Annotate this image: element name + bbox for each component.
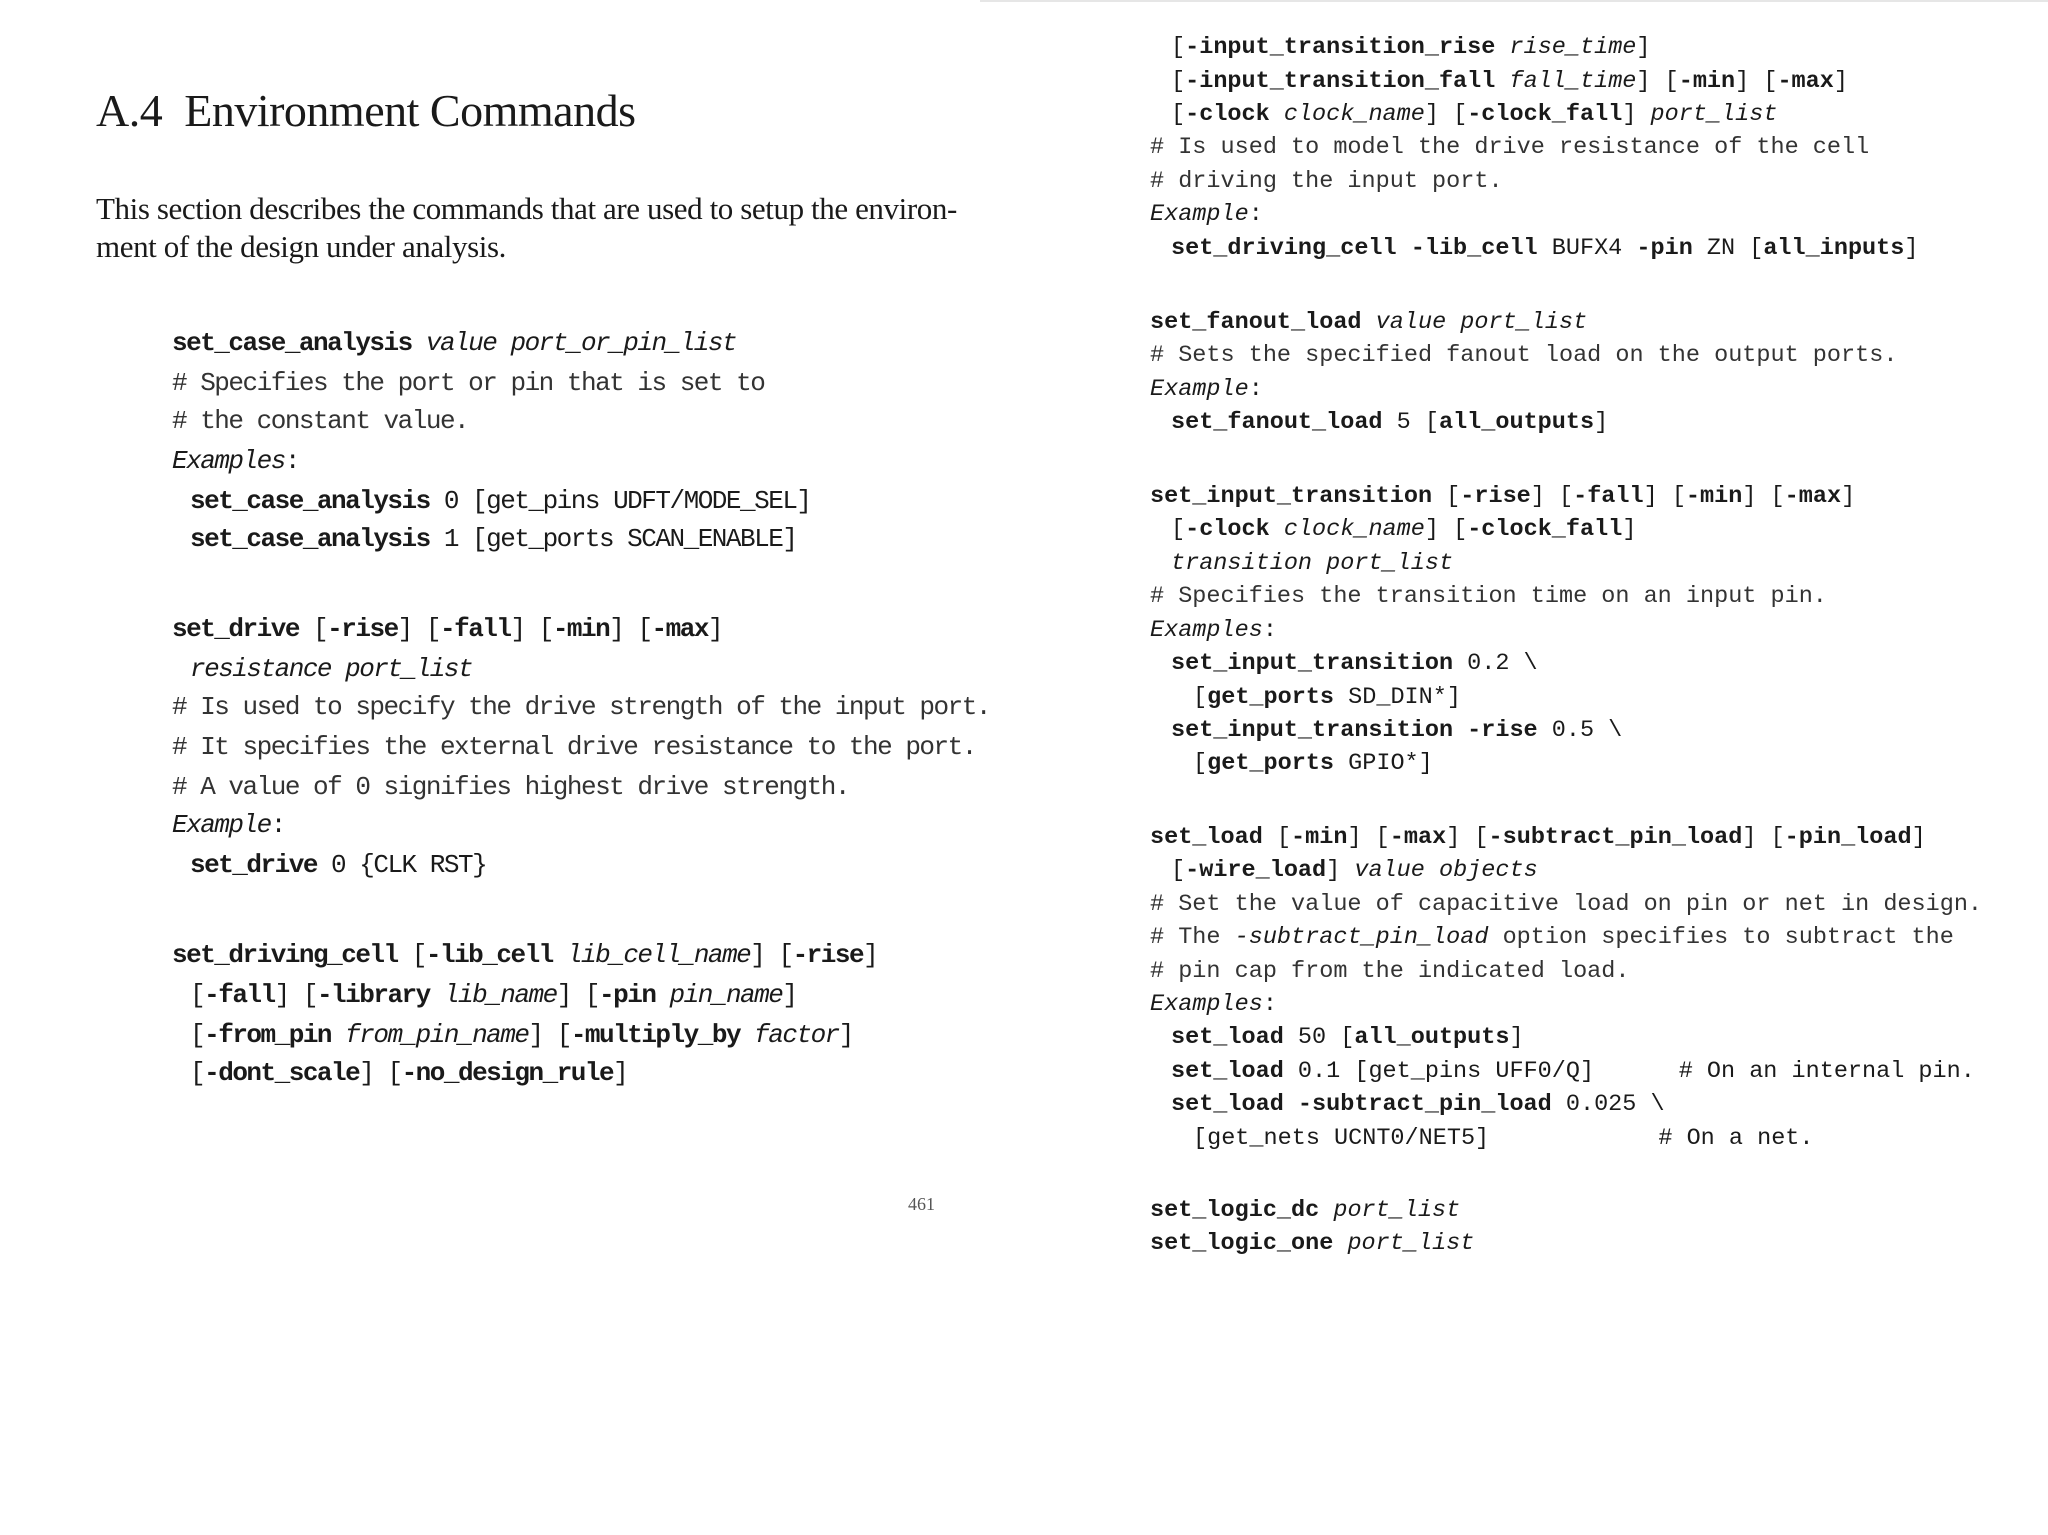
command-keyword: set_driving_cell -lib_cell: [1171, 235, 1538, 262]
code-text: 0.025 \: [1551, 1091, 1665, 1118]
argument-placeholder: Example: [1150, 201, 1249, 228]
command-keyword: set_input_transition: [1150, 483, 1433, 510]
argument-placeholder: clock_name: [1283, 101, 1425, 128]
code-text: [: [1193, 750, 1208, 777]
code-line: [1150, 168, 1503, 196]
code-line: [190, 1058, 627, 1088]
intro-line: This section describes the commands that are used to setup the environ-: [96, 191, 957, 226]
code-line: [1171, 1091, 1665, 1119]
command-keyword: -multiply_by: [570, 1020, 741, 1050]
code-text: [1319, 1197, 1333, 1224]
command-keyword: all_inputs: [1763, 235, 1905, 262]
code-text: ] [: [556, 980, 600, 1010]
code-text: ]: [1622, 516, 1637, 543]
code-line: [1171, 235, 1918, 263]
code-line: [1171, 1024, 1524, 1052]
code-text: 5 [: [1382, 409, 1439, 436]
code-text: ] [: [1735, 68, 1778, 95]
argument-placeholder: value port_list: [1375, 309, 1588, 336]
code-text: # the constant value.: [172, 406, 469, 436]
command-keyword: -min: [552, 614, 610, 644]
code-line: [172, 406, 468, 436]
code-text: ] [: [750, 940, 793, 970]
code-text: 0 {CLK RST}: [316, 850, 487, 880]
code-text: [553, 940, 567, 970]
command-keyword: -rise: [327, 614, 398, 644]
code-text: 0.1 [get_pins UFF0/Q] # On an internal pin.: [1283, 1058, 1975, 1085]
code-text: BUFX4: [1537, 235, 1637, 262]
command-keyword: set_case_analysis: [190, 486, 430, 516]
code-text: [: [1171, 68, 1186, 95]
code-line: [172, 772, 849, 802]
code-text: [: [1432, 483, 1461, 510]
command-keyword: set_logic_one: [1150, 1230, 1334, 1257]
command-keyword: -from_pin: [204, 1020, 332, 1050]
section-heading: [96, 84, 635, 137]
code-text: [: [1171, 34, 1186, 61]
code-line: [172, 810, 285, 840]
code-line: [1171, 409, 1608, 437]
page-number: 461: [908, 1194, 935, 1214]
command-keyword: -clock: [1185, 101, 1270, 128]
code-text: [430, 980, 444, 1010]
command-keyword: -pin: [599, 980, 656, 1010]
code-line: [1171, 717, 1622, 745]
argument-placeholder: value port_or_pin_list: [425, 328, 737, 358]
command-keyword: -fall: [204, 980, 275, 1010]
code-text: 50 [: [1283, 1024, 1355, 1051]
code-text: [: [397, 940, 426, 970]
argument-placeholder: pin_name: [669, 980, 783, 1010]
argument-placeholder: Example: [1150, 376, 1249, 403]
code-text: [: [190, 1020, 205, 1050]
code-text: # It specifies the external drive resistance to the port.: [172, 732, 976, 762]
code-text: ] [: [1636, 68, 1679, 95]
code-text: ZN [: [1692, 235, 1764, 262]
command-keyword: set_logic_dc: [1150, 1197, 1320, 1224]
code-line: [1150, 1230, 1474, 1258]
command-keyword: -lib_cell: [425, 940, 553, 970]
command-keyword: -max: [651, 614, 708, 644]
code-text: :: [284, 446, 299, 476]
code-text: ]: [1911, 824, 1926, 851]
argument-placeholder: -subtract_pin_load: [1234, 924, 1489, 951]
code-text: ]: [1833, 68, 1848, 95]
code-text: ] [: [1424, 101, 1468, 128]
code-line: [1150, 376, 1263, 404]
code-text: # Is used to model the drive resistance of the cell: [1150, 134, 1870, 161]
code-text: ]: [1594, 409, 1609, 436]
code-text: ] [: [609, 614, 652, 644]
command-keyword: -min: [1685, 483, 1743, 510]
code-line: [172, 692, 990, 722]
command-keyword: -input_transition_fall: [1185, 68, 1496, 95]
code-line: [1171, 34, 1651, 62]
code-text: # Specifies the transition time on an input pin.: [1150, 583, 1827, 610]
intro-paragraph: [96, 190, 976, 266]
code-text: [740, 1020, 754, 1050]
command-keyword: -clock_fall: [1467, 101, 1623, 128]
code-line: [1171, 857, 1538, 885]
code-text: GPIO*]: [1334, 750, 1433, 777]
code-text: [: [190, 1058, 205, 1088]
code-text: ]: [1636, 34, 1651, 61]
code-text: # Specifies the port or pin that is set to: [172, 368, 765, 398]
command-keyword: -dont_scale: [204, 1058, 360, 1088]
code-text: 1 [get_ports SCAN_ENABLE]: [429, 524, 797, 554]
code-text: ] [: [1742, 824, 1785, 851]
code-text: ]: [863, 940, 878, 970]
code-text: # A value of 0 signifies highest drive strength.: [172, 772, 849, 802]
argument-placeholder: clock_name: [1283, 516, 1425, 543]
command-keyword: set_fanout_load: [1171, 409, 1383, 436]
code-line: [172, 368, 764, 398]
code-text: ] [: [274, 980, 317, 1010]
code-line: [1150, 891, 1982, 919]
code-text: [655, 980, 669, 1010]
command-keyword: set_drive: [172, 614, 299, 644]
code-line: [1150, 824, 1926, 852]
command-keyword: -max: [1777, 68, 1834, 95]
command-keyword: -clock: [1185, 516, 1270, 543]
code-line: [1171, 516, 1636, 544]
code-text: :: [1262, 617, 1277, 644]
code-text: 0.5 \: [1537, 717, 1623, 744]
code-text: :: [1262, 991, 1277, 1018]
argument-placeholder: fall_time: [1509, 68, 1637, 95]
argument-placeholder: lib_name: [443, 980, 557, 1010]
argument-placeholder: port_list: [1650, 101, 1778, 128]
code-text: :: [270, 810, 285, 840]
code-line: [1150, 309, 1587, 337]
code-text: [1495, 68, 1509, 95]
command-keyword: -min: [1291, 824, 1348, 851]
code-text: [1270, 516, 1284, 543]
argument-placeholder: Examples: [172, 446, 285, 476]
right-page: [1010, 0, 2048, 1535]
code-text: ] [: [1446, 824, 1489, 851]
code-text: [: [1193, 684, 1208, 711]
command-keyword: set_drive: [190, 850, 317, 880]
argument-placeholder: factor: [754, 1020, 839, 1050]
command-keyword: set_load: [1150, 824, 1263, 851]
command-keyword: -pin: [1636, 235, 1693, 262]
code-line: [1150, 483, 1855, 511]
code-text: ]: [613, 1058, 628, 1088]
code-line: [1193, 750, 1433, 778]
code-text: ]: [838, 1020, 853, 1050]
code-text: option specifies to subtract the: [1488, 924, 1954, 951]
code-text: [1270, 101, 1284, 128]
code-text: [get_nets UCNT0/NET5] # On a net.: [1193, 1125, 1814, 1152]
command-keyword: -clock_fall: [1467, 516, 1623, 543]
code-line: [1150, 924, 1954, 952]
code-text: [: [1171, 101, 1186, 128]
code-text: [: [190, 980, 205, 1010]
code-text: SD_DIN*]: [1334, 684, 1461, 711]
code-text: ]: [1904, 235, 1919, 262]
command-keyword: -subtract_pin_load: [1488, 824, 1743, 851]
command-keyword: -pin_load: [1784, 824, 1912, 851]
code-text: # Set the value of capacitive load on pin or net in design.: [1150, 891, 1983, 918]
code-text: # Sets the specified fanout load on the output ports.: [1150, 342, 1898, 369]
command-keyword: -no_design_rule: [401, 1058, 614, 1088]
code-text: ] [: [1347, 824, 1390, 851]
code-text: [331, 1020, 345, 1050]
command-keyword: -wire_load: [1185, 857, 1327, 884]
argument-placeholder: Example: [172, 810, 271, 840]
command-keyword: set_driving_cell: [172, 940, 398, 970]
code-line: [1150, 1197, 1460, 1225]
argument-placeholder: port_list: [1347, 1230, 1475, 1257]
code-text: [1333, 1230, 1347, 1257]
code-text: 0.2 \: [1453, 650, 1538, 677]
code-line: [190, 980, 796, 1010]
code-text: [1362, 309, 1376, 336]
code-text: [: [1171, 516, 1186, 543]
code-line: [172, 940, 877, 970]
code-line: [1193, 684, 1461, 712]
code-text: [: [298, 614, 328, 644]
argument-placeholder: Examples: [1150, 617, 1263, 644]
code-line: [1150, 134, 1869, 162]
command-keyword: -fall: [1573, 483, 1644, 510]
code-text: ]: [782, 980, 797, 1010]
command-keyword: set_input_transition: [1171, 650, 1454, 677]
code-text: ] [: [359, 1058, 402, 1088]
code-line: [1150, 583, 1827, 611]
code-line: [1171, 1058, 1975, 1086]
code-text: ] [: [1643, 483, 1686, 510]
argument-placeholder: value objects: [1354, 857, 1538, 884]
code-text: # driving the input port.: [1150, 168, 1503, 195]
code-text: ] [: [1424, 516, 1468, 543]
command-keyword: -max: [1389, 824, 1447, 851]
command-keyword: -max: [1784, 483, 1842, 510]
command-keyword: get_ports: [1207, 684, 1335, 711]
code-text: [: [1262, 824, 1292, 851]
command-keyword: all_outputs: [1354, 1024, 1510, 1051]
code-line: [1150, 958, 1629, 986]
command-keyword: -min: [1678, 68, 1736, 95]
argument-placeholder: lib_cell_name: [566, 940, 751, 970]
command-keyword: get_ports: [1207, 750, 1335, 777]
code-text: ] [: [1742, 483, 1785, 510]
command-keyword: all_outputs: [1438, 409, 1595, 436]
code-line: [190, 1020, 853, 1050]
command-keyword: set_load: [1171, 1058, 1284, 1085]
code-text: ]: [1841, 483, 1856, 510]
code-line: [172, 446, 299, 476]
argument-placeholder: port_list: [1333, 1197, 1461, 1224]
code-line: [1171, 650, 1538, 678]
code-line: [190, 524, 796, 554]
intro-line: ment of the design under analysis.: [96, 229, 506, 264]
command-keyword: set_case_analysis: [172, 328, 412, 358]
code-text: # The: [1150, 924, 1235, 951]
code-text: [: [1171, 857, 1186, 884]
code-text: 0 [get_pins UDFT/MODE_SEL]: [429, 486, 811, 516]
command-keyword: set_fanout_load: [1150, 309, 1362, 336]
code-text: [1495, 34, 1509, 61]
code-line: [190, 850, 486, 880]
code-text: ]: [1509, 1024, 1524, 1051]
code-text: :: [1248, 376, 1263, 403]
code-text: ] [: [1530, 483, 1574, 510]
argument-placeholder: from_pin_name: [345, 1020, 529, 1050]
code-text: [412, 328, 426, 358]
code-line: [1150, 991, 1277, 1019]
code-line: [1193, 1125, 1814, 1153]
section-number: A.4: [96, 85, 163, 136]
code-text: ] [: [510, 614, 553, 644]
code-text: :: [1248, 201, 1263, 228]
code-text: ]: [707, 614, 723, 644]
code-line: [1150, 617, 1277, 645]
argument-placeholder: resistance port_list: [190, 654, 473, 684]
code-line: [190, 486, 811, 516]
code-line: [172, 732, 976, 762]
code-line: [1171, 101, 1777, 129]
command-keyword: set_load: [1171, 1024, 1284, 1051]
code-text: ] [: [397, 614, 440, 644]
argument-placeholder: rise_time: [1509, 34, 1637, 61]
command-keyword: -input_transition_rise: [1185, 34, 1496, 61]
command-keyword: set_input_transition -rise: [1171, 717, 1538, 744]
code-line: [1150, 342, 1897, 370]
code-text: # pin cap from the indicated load.: [1150, 958, 1630, 985]
command-keyword: -rise: [1460, 483, 1531, 510]
code-line: [1150, 201, 1263, 229]
code-line: [172, 328, 736, 358]
left-page: [0, 0, 1010, 1535]
code-text: ]: [1622, 101, 1651, 128]
command-keyword: set_case_analysis: [190, 524, 430, 554]
code-line: [1171, 550, 1453, 578]
code-line: [190, 654, 472, 684]
section-title: Environment Commands: [184, 85, 636, 136]
argument-placeholder: transition port_list: [1171, 550, 1454, 577]
code-text: ]: [1326, 857, 1355, 884]
command-keyword: -rise: [792, 940, 864, 970]
command-keyword: -fall: [439, 614, 511, 644]
code-text: ] [: [528, 1020, 571, 1050]
command-keyword: -library: [316, 980, 430, 1010]
code-line: [172, 614, 722, 644]
code-line: [1171, 68, 1848, 96]
argument-placeholder: Examples: [1150, 991, 1263, 1018]
code-text: # Is used to specify the drive strength of the input port.: [172, 692, 990, 722]
command-keyword: set_load -subtract_pin_load: [1171, 1091, 1552, 1118]
